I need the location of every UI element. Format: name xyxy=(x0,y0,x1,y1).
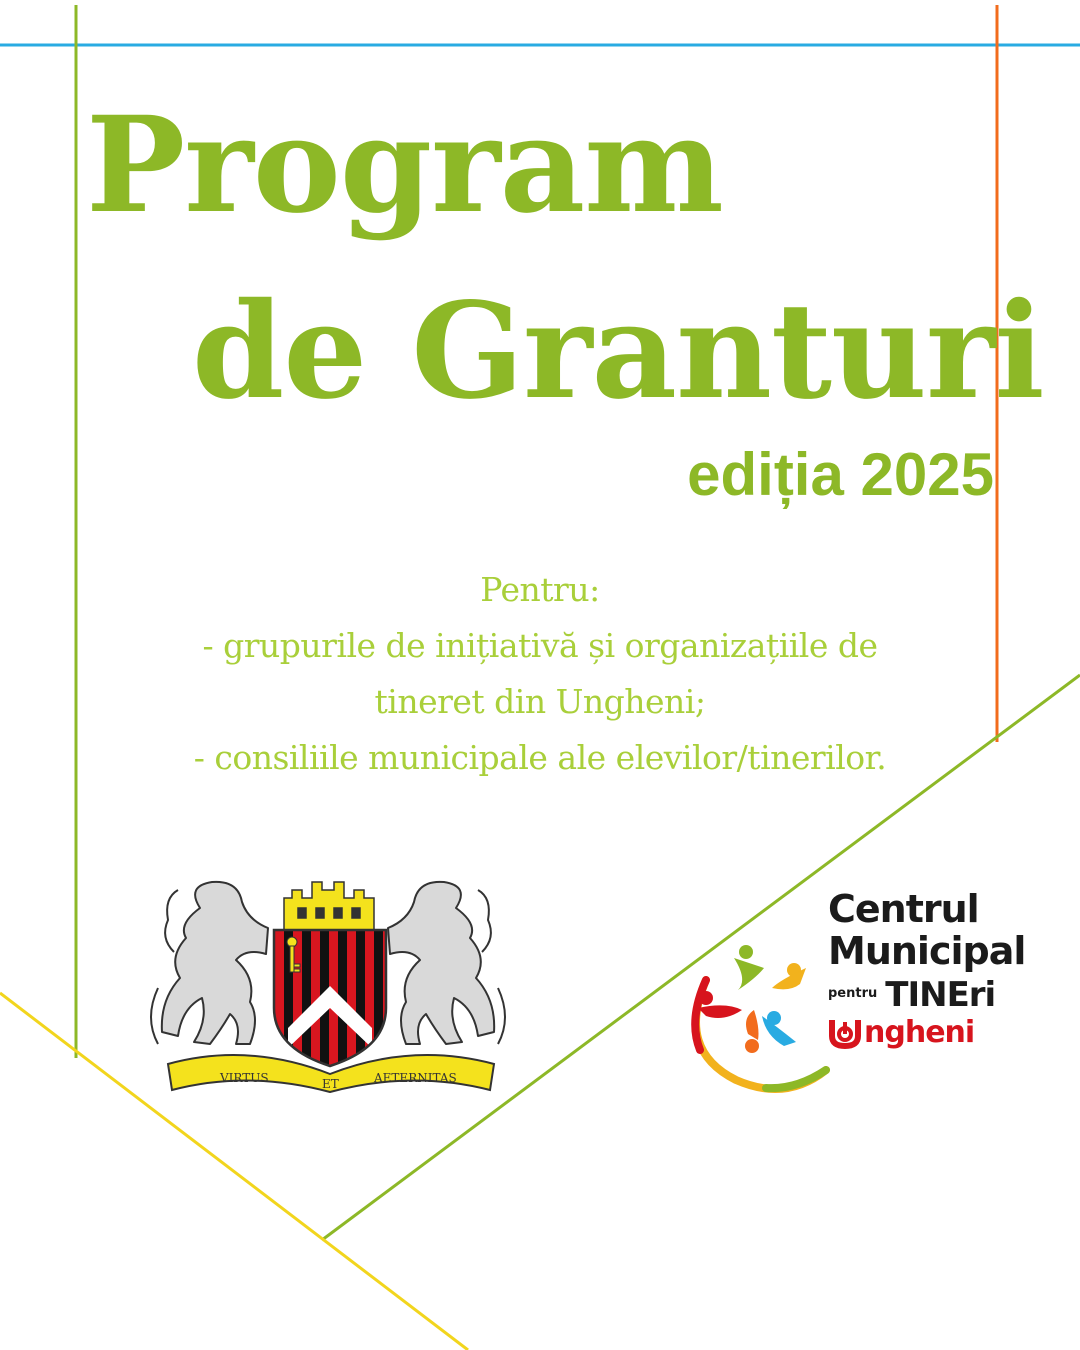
logo-line-tineri: TINEri xyxy=(885,975,996,1015)
motto-aeternitas: AETERNITAS xyxy=(374,1071,457,1085)
logo-line-ungheni: ngheni xyxy=(864,1015,975,1050)
logo-line-centrul: Centrul xyxy=(828,887,979,931)
audience-text xyxy=(40,562,1040,786)
audience-line: tineret din Ungheni; xyxy=(374,682,706,721)
audience-line: Pentru: xyxy=(480,570,600,609)
ungheni-coat-of-arms-icon xyxy=(138,868,518,1098)
motto-et: ET xyxy=(322,1077,339,1091)
youth-center-logo-text xyxy=(828,887,1026,1050)
motto-virtus: VIRTUS xyxy=(220,1071,269,1085)
logo-line-pentru: pentru xyxy=(828,986,878,1001)
title-line-1: Program xyxy=(86,88,723,243)
edition-label: ediția 2025 xyxy=(687,441,994,508)
audience-line: - grupurile de inițiativă și organizațiile de xyxy=(202,626,878,665)
ungheni-u-mark-icon xyxy=(828,1016,862,1050)
title-line-2: de Granturi xyxy=(192,274,1044,429)
audience-line: - consiliile municipale ale elevilor/tinerilor. xyxy=(193,738,887,777)
youth-center-logo-icon xyxy=(676,940,836,1100)
logo-line-municipal: Municipal xyxy=(828,929,1026,973)
